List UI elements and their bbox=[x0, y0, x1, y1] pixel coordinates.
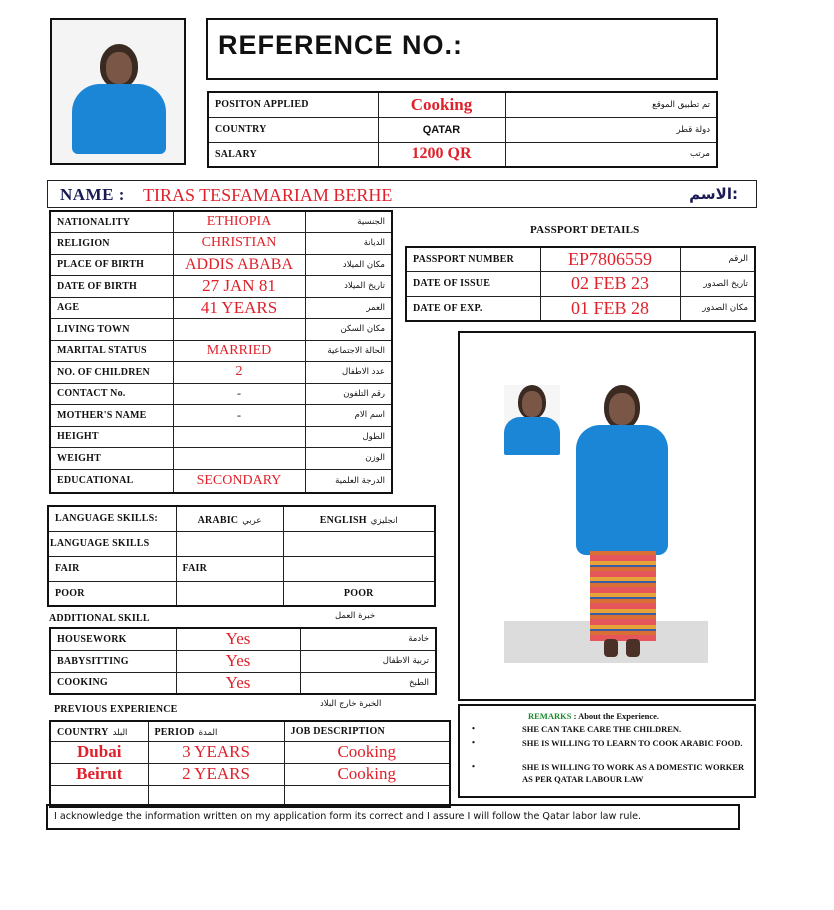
housework-arabic: خادمة bbox=[300, 628, 436, 650]
table-row bbox=[208, 142, 717, 167]
table-row bbox=[208, 117, 717, 142]
passport-title: PASSPORT DETAILS bbox=[530, 224, 640, 236]
experience-job-label: JOB DESCRIPTION bbox=[284, 721, 450, 741]
salary-arabic: مرتب bbox=[505, 142, 717, 167]
remarks-bullet-icon: • bbox=[472, 761, 475, 771]
height-value bbox=[173, 426, 305, 448]
table-row bbox=[50, 319, 392, 341]
arabic-column-arabic: عربي bbox=[242, 515, 262, 526]
remarks-subtitle: : About the Experience. bbox=[573, 711, 660, 721]
date-of-issue-label: DATE OF ISSUE bbox=[406, 271, 540, 296]
height-arabic: الطول bbox=[305, 426, 392, 448]
table-row bbox=[50, 233, 392, 255]
table-row bbox=[48, 506, 435, 531]
table-row bbox=[50, 448, 392, 470]
age-label: AGE bbox=[50, 297, 173, 319]
remarks-bullet-icon: • bbox=[472, 737, 475, 747]
remarks-box bbox=[458, 704, 756, 798]
table-row bbox=[50, 405, 392, 427]
experience-period-label: PERIOD bbox=[154, 727, 195, 739]
contact-label: CONTACT No. bbox=[50, 383, 173, 405]
table-row bbox=[50, 340, 392, 362]
date-of-expiry-value: 01 FEB 28 bbox=[540, 296, 680, 321]
salary-value: 1200 QR bbox=[378, 142, 505, 167]
cooking-value: Yes bbox=[176, 672, 300, 694]
nationality-value: ETHIOPIA bbox=[173, 211, 305, 233]
experience-period: 2 YEARS bbox=[148, 763, 284, 785]
experience-country-label: COUNTRY bbox=[57, 727, 109, 739]
country-label: COUNTRY bbox=[208, 117, 378, 142]
remark-item: SHE IS WILLING TO WORK AS A DOMESTIC WORKER AS PER QATAR LABOUR LAW bbox=[522, 762, 745, 784]
date-of-birth-label: DATE OF BIRTH bbox=[50, 276, 173, 298]
passport-table bbox=[405, 246, 756, 322]
table-row bbox=[50, 254, 392, 276]
table-row bbox=[50, 362, 392, 384]
additional-skills-table bbox=[49, 627, 437, 695]
table-row bbox=[406, 296, 755, 321]
full-body-photo bbox=[458, 331, 756, 701]
small-portrait bbox=[504, 385, 560, 455]
country-value: QATAR bbox=[378, 117, 505, 142]
english-column-header bbox=[283, 506, 435, 531]
table-row bbox=[50, 383, 392, 405]
fair-arabic-value: FAIR bbox=[176, 556, 283, 581]
table-row bbox=[50, 426, 392, 448]
living-town-label: LIVING TOWN bbox=[50, 319, 173, 341]
acknowledgement-bar bbox=[46, 804, 740, 830]
language-skills-table bbox=[47, 505, 436, 607]
remarks-title: REMARKS bbox=[528, 711, 572, 721]
table-row bbox=[48, 531, 435, 556]
standing-person bbox=[574, 385, 670, 661]
religion-arabic: الديانة bbox=[305, 233, 392, 255]
table-row bbox=[50, 763, 450, 785]
children-value: 2 bbox=[173, 362, 305, 384]
housework-label: HOUSEWORK bbox=[50, 628, 176, 650]
remarks-bullet-icon: • bbox=[472, 723, 475, 733]
marital-status-label: MARITAL STATUS bbox=[50, 340, 173, 362]
table-row bbox=[48, 581, 435, 606]
date-of-birth-value: 27 JAN 81 bbox=[173, 276, 305, 298]
weight-arabic: الوزن bbox=[305, 448, 392, 470]
table-row bbox=[50, 628, 436, 650]
housework-value: Yes bbox=[176, 628, 300, 650]
date-of-issue-arabic: تاريخ الصدور bbox=[680, 271, 755, 296]
poor-english-value: POOR bbox=[283, 581, 435, 606]
name-value: TIRAS TESFAMARIAM BERHE bbox=[143, 185, 393, 205]
marital-status-value: MARRIED bbox=[173, 340, 305, 362]
contact-arabic: رقم التلفون bbox=[305, 383, 392, 405]
experience-country: Beirut bbox=[50, 763, 148, 785]
table-row bbox=[50, 721, 450, 741]
acknowledgement-text: I acknowledge the information written on my application form its correct and I assure I will follow the Qatar labor law rule. bbox=[54, 811, 642, 822]
poor-label: POOR bbox=[48, 581, 176, 606]
living-town-arabic: مكان السكن bbox=[305, 319, 392, 341]
table-row bbox=[48, 556, 435, 581]
experience-country-arabic: البلد bbox=[112, 728, 128, 739]
weight-value bbox=[173, 448, 305, 470]
language-header-label: LANGUAGE SKILLS: bbox=[48, 506, 176, 531]
height-label: HEIGHT bbox=[50, 426, 173, 448]
name-bar bbox=[47, 180, 757, 208]
position-label: POSITON APPLIED bbox=[208, 92, 378, 117]
arabic-column-header bbox=[176, 506, 283, 531]
place-of-birth-value: ADDIS ABABA bbox=[173, 254, 305, 276]
children-label: NO. OF CHILDREN bbox=[50, 362, 173, 384]
education-value: SECONDARY bbox=[173, 469, 305, 493]
table-row bbox=[406, 271, 755, 296]
remarks-heading bbox=[528, 711, 659, 721]
passport-number-value: EP7806559 bbox=[540, 247, 680, 271]
place-of-birth-arabic: مكان الميلاد bbox=[305, 254, 392, 276]
experience-country: Dubai bbox=[50, 741, 148, 763]
mothers-name-label: MOTHER'S NAME bbox=[50, 405, 173, 427]
experience-table bbox=[49, 720, 451, 808]
date-of-birth-arabic: تاريخ الميلاد bbox=[305, 276, 392, 298]
experience-period-arabic: المدة bbox=[198, 728, 218, 739]
table-row bbox=[50, 672, 436, 694]
position-value: Cooking bbox=[378, 92, 505, 117]
language-english-cell bbox=[283, 531, 435, 556]
experience-period-header bbox=[148, 721, 284, 741]
date-of-expiry-arabic: مكان الصدور bbox=[680, 296, 755, 321]
table-row bbox=[50, 741, 450, 763]
passport-number-label: PASSPORT NUMBER bbox=[406, 247, 540, 271]
additional-skill-title-arabic: خبرة العمل bbox=[335, 611, 376, 621]
mothers-name-arabic: اسم الام bbox=[305, 405, 392, 427]
personal-details-table bbox=[49, 210, 393, 494]
experience-job: Cooking bbox=[284, 763, 450, 785]
place-of-birth-label: PLACE OF BIRTH bbox=[50, 254, 173, 276]
poor-arabic-cell bbox=[176, 581, 283, 606]
religion-value: CHRISTIAN bbox=[173, 233, 305, 255]
position-table bbox=[207, 91, 718, 168]
contact-value: - bbox=[173, 383, 305, 405]
nationality-arabic: الجنسية bbox=[305, 211, 392, 233]
experience-period: 3 YEARS bbox=[148, 741, 284, 763]
additional-skill-title: ADDITIONAL SKILL bbox=[49, 613, 150, 624]
country-arabic: دولة قطر bbox=[505, 117, 717, 142]
language-arabic-cell bbox=[176, 531, 283, 556]
education-arabic: الدرجة العلمية bbox=[305, 469, 392, 493]
age-arabic: العمر bbox=[305, 297, 392, 319]
name-arabic: :الاسم bbox=[689, 185, 738, 203]
passport-photo bbox=[50, 18, 186, 165]
reference-label: REFERENCE NO.: bbox=[218, 30, 464, 60]
nationality-label: NATIONALITY bbox=[50, 211, 173, 233]
english-column-arabic: انجليزي bbox=[370, 515, 398, 526]
experience-title-arabic: الخبرة خارج البلاد bbox=[320, 699, 382, 709]
weight-label: WEIGHT bbox=[50, 448, 173, 470]
experience-job: Cooking bbox=[284, 741, 450, 763]
date-of-expiry-label: DATE OF EXP. bbox=[406, 296, 540, 321]
marital-status-arabic: الحالة الاجتماعية bbox=[305, 340, 392, 362]
religion-label: RELIGION bbox=[50, 233, 173, 255]
position-arabic: تم تطبيق الموقع bbox=[505, 92, 717, 117]
table-row bbox=[50, 297, 392, 319]
babysitting-arabic: تربية الاطفال bbox=[300, 650, 436, 672]
education-label: EDUCATIONAL bbox=[50, 469, 173, 493]
passport-number-arabic: الرقم bbox=[680, 247, 755, 271]
remark-item: SHE CAN TAKE CARE THE CHILDREN. bbox=[522, 724, 682, 734]
experience-title: PREVIOUS EXPERIENCE bbox=[54, 704, 178, 715]
cooking-arabic: الطبخ bbox=[300, 672, 436, 694]
table-row bbox=[406, 247, 755, 271]
date-of-issue-value: 02 FEB 23 bbox=[540, 271, 680, 296]
babysitting-value: Yes bbox=[176, 650, 300, 672]
arabic-column-label: ARABIC bbox=[197, 514, 239, 526]
children-arabic: عدد الاطفال bbox=[305, 362, 392, 384]
name-label: NAME : bbox=[60, 185, 125, 204]
salary-label: SALARY bbox=[208, 142, 378, 167]
language-row-label: LANGUAGE SKILLS bbox=[48, 531, 176, 556]
fair-english-cell bbox=[283, 556, 435, 581]
cooking-label: COOKING bbox=[50, 672, 176, 694]
table-row bbox=[50, 650, 436, 672]
mothers-name-value: - bbox=[173, 405, 305, 427]
babysitting-label: BABYSITTING bbox=[50, 650, 176, 672]
age-value: 41 YEARS bbox=[173, 297, 305, 319]
table-row bbox=[50, 276, 392, 298]
fair-label: FAIR bbox=[48, 556, 176, 581]
experience-country-header bbox=[50, 721, 148, 741]
remark-item: SHE IS WILLING TO LEARN TO COOK ARABIC FOOD. bbox=[522, 738, 743, 748]
table-row bbox=[50, 469, 392, 493]
reference-number-box bbox=[206, 18, 718, 80]
english-column-label: ENGLISH bbox=[319, 514, 367, 526]
living-town-value bbox=[173, 319, 305, 341]
table-row bbox=[50, 211, 392, 233]
table-row bbox=[208, 92, 717, 117]
